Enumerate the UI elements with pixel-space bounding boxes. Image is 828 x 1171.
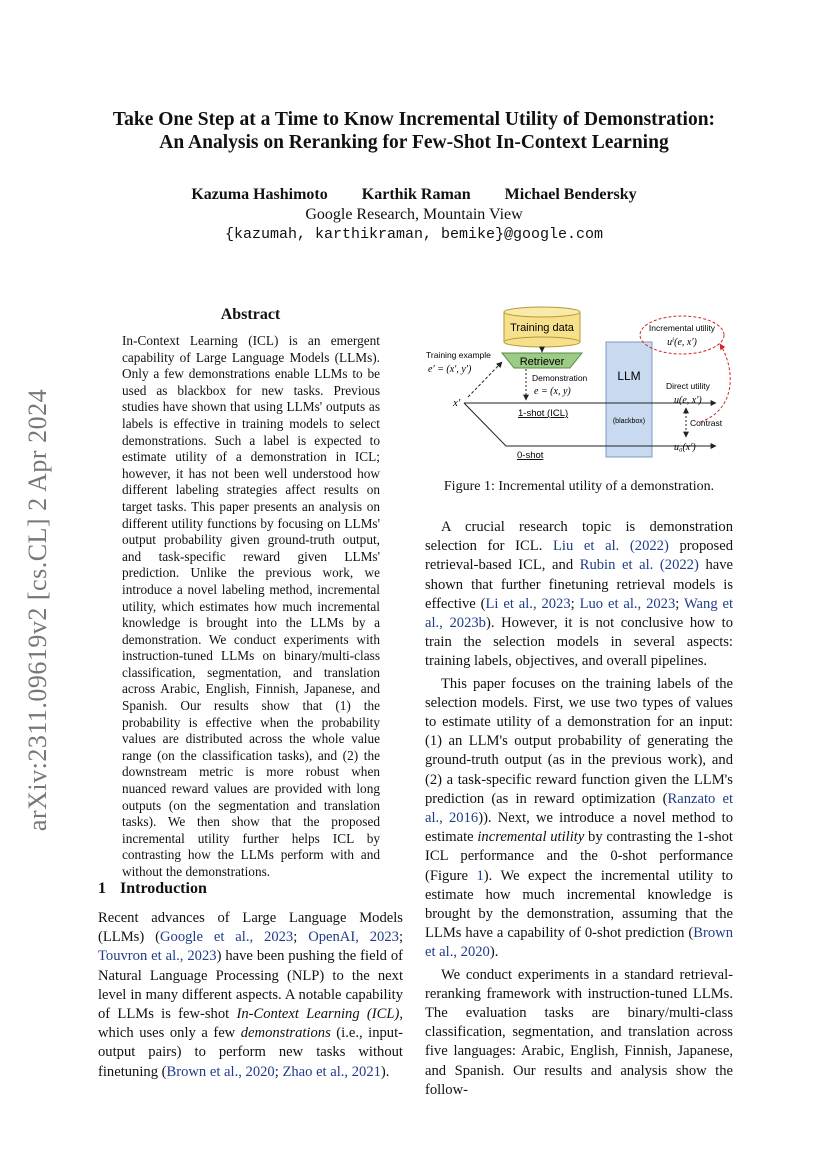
figure-caption: Figure 1: Incremental utility of a demonstration. (443, 479, 715, 494)
training-example-label: Training example (426, 350, 491, 360)
citation-link[interactable]: Rubin et al. (2022) (579, 557, 699, 574)
title-line-1: Take One Step at a Time to Know Incremental Utility of Demonstration: (112, 109, 716, 130)
paper-title (90, 108, 738, 154)
zero-shot-utility-math: u₀(x′) (674, 442, 696, 453)
llm-label: LLM (617, 369, 641, 383)
section-heading-introduction (98, 880, 207, 898)
citation-link[interactable]: Luo et al., 2023 (579, 595, 676, 612)
demonstration-label: Demonstration (532, 373, 588, 383)
arxiv-stamp (18, 370, 58, 850)
section-number: 1 (98, 880, 106, 897)
abstract-body: In-Context Learning (ICL) is an emergent capability of Large Language Models (LLMs). Only a few demonstrations enable LLMs to be used as blackbox for new tasks. Previous studies have shown that using LLMs' outputs as labels is effective in training models to select demonstrations. Such a label is expected to estimate utility of a demonstration in ICL; however, it has not been well understood how different labeling strategies affect results on target tasks. This paper presents an analysis on different utility functions by focusing on LLMs' output probability given ground-truth output, and task-specific reward given LLMs' prediction. Unlike the previous work, we introduce a novel labeling method, incremental utility, which estimates how much incremental knowledge is brought into the LLMs by a demonstration. We conduct experiments with instruction-tuned LLMs on binary/multi-class classification, segmentation, and translation across Arabic, English, Finnish, Japanese, and Spanish. Our results show that (1) the probability is effective when the probability values are distributed across the whole value range (on the classification tasks), and (2) the downstream metric is more robust when nuanced reward values are provided with long outputs (on the segmentation and translation tasks). We then show that the proposed incremental utility further helps ICL by contrasting how the LLMs perform with and without the demonstrations. (122, 333, 380, 879)
paragraph: A crucial research topic is demonstration selection for ICL. Liu et al. (2022) proposed retrieval-based ICL, and Rubin et al. (2022) have shown that further finetuning retrieval models is effective (Li et al., 2023; Luo et al., 2023; Wang et al., 2023b). However, it is not conclusive how to train the selection models in several aspects: training labels, objectives, and overall pipelines. (425, 519, 734, 670)
citation-link[interactable]: Brown et al., 2020 (425, 925, 733, 961)
citation-link[interactable]: Li et al., 2023 (485, 595, 571, 612)
blackbox-label: (blackbox) (612, 418, 646, 425)
paragraph: We conduct experiments in a standard retrieval-reranking framework with instruction-tuned LLMs. The evaluation tasks are binary/multi-class classification, segmentation, and translation across five languages: Arabic, English, Finnish, Japanese, and Spanish. Our results and analysis show the follow- (425, 966, 733, 1098)
citation-link[interactable]: OpenAI, 2023 (308, 929, 399, 946)
incremental-utility-math: uⁱ(e, x′) (667, 337, 697, 348)
author-list (90, 186, 738, 204)
training-data-node (504, 307, 580, 347)
direct-utility-math: u(e, x′) (674, 395, 702, 406)
abstract-heading: Abstract (220, 306, 281, 323)
zero-shot-label: 0-shot (517, 450, 544, 461)
incremental-utility-label: Incremental utility (648, 323, 716, 333)
retriever-node (502, 353, 582, 368)
paragraph: This paper focuses on the training labels of the selection models. First, we use two types of values to estimate utility of a demonstration for an input: (1) an LLM's output probability of generating the ground-truth output (as in the previous work), and (2) a task-specific reward function given the LLM's prediction (as in reward optimization (Ranzato et al., 2016)). Next, we introduce a novel method to estimate incremental utility by contrasting the 1-shot ICL performance and the 0-shot performance (Figure 1). We expect the incremental utility to estimate how much incremental knowledge is brought by the demonstration, assuming that the LLMs have a capability of 0-shot prediction (Brown et al., 2020). (425, 675, 733, 961)
citation-link[interactable]: Brown et al., 2020 (166, 1063, 275, 1080)
section-title: Introduction (120, 880, 207, 897)
demonstration-math: e = (x, y) (534, 386, 571, 397)
contrast-label: Contrast (690, 418, 723, 428)
citation-link[interactable]: Zhao et al., 2021 (282, 1063, 381, 1080)
affiliation: Google Research, Mountain View (305, 206, 523, 223)
llm-node (606, 342, 652, 457)
intro-paragraph-left (98, 909, 403, 1082)
author-1: Kazuma Hashimoto (191, 186, 328, 203)
retriever-label: Retriever (519, 356, 565, 368)
arxiv-stamp-text: arXiv:2311.09619v2 [cs.CL] 2 Apr 2024 (23, 388, 52, 832)
citation-link[interactable]: Touvron et al., 2023 (98, 948, 217, 965)
author-3: Michael Bendersky (504, 186, 637, 203)
citation-link[interactable]: Google et al., 2023 (159, 929, 294, 946)
training-example-math: e′ = (x′, y′) (428, 364, 472, 375)
citation-link[interactable]: Ranzato et al., 2016 (425, 790, 733, 827)
citation-link[interactable]: Wang et al., 2023b (425, 595, 734, 632)
paragraph: Recent advances of Large Language Models (LLMs) (Google et al., 2023; OpenAI, 2023; Touvron et al., 2023) have been pushing the field of Natural Language Processing (NLP) to the next level in many different aspects. A notable capability of LLMs is few-shot In-Context Learning (ICL), which uses only a few demonstrations (i.e., input-output pairs) to perform new tasks without finetuning (Brown et al., 2020; Zhao et al., 2021). (98, 910, 404, 1080)
author-emails: {kazumah, karthikraman, bemike}@google.com (224, 226, 604, 243)
author-2: Karthik Raman (361, 186, 471, 203)
direct-utility-label: Direct utility (666, 381, 710, 391)
incremental-utility-node (640, 316, 724, 354)
one-shot-label: 1-shot (ICL) (518, 408, 569, 419)
figure-ref-link[interactable]: 1 (476, 867, 484, 884)
right-column-text (425, 518, 733, 1100)
figure-1-diagram (420, 300, 738, 470)
citation-link[interactable]: Liu et al. (2022) (553, 538, 669, 555)
x-prime-label: x′ (453, 397, 461, 409)
title-line-2: An Analysis on Reranking for Few-Shot In-Context Learning (159, 132, 669, 153)
training-data-label: Training data (510, 322, 574, 334)
